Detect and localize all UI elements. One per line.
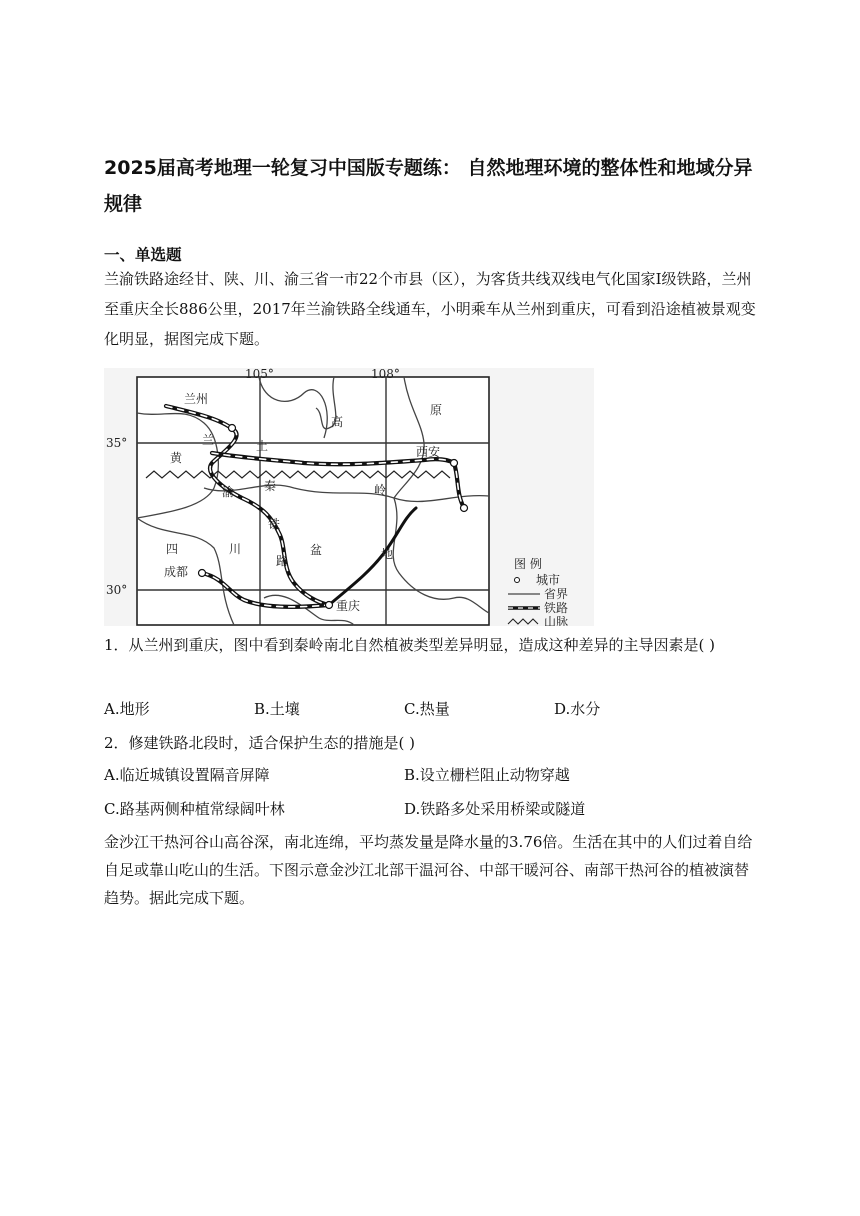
railway-label: 铁 [268, 517, 281, 531]
option-a[interactable]: A.临近城镇设置隔音屏障 [104, 766, 270, 784]
option-b[interactable]: B.设立栅栏阻止动物穿越 [404, 766, 570, 784]
legend-item: 省界 [544, 587, 569, 601]
city-marker [451, 460, 458, 467]
region-label: 岭 [374, 483, 387, 497]
passage-lanyu-railway: 兰渝铁路途经甘、陕、川、渝三省一市22个市县（区），为客货共线双线电气化国家I级铁路，兰州至重庆全长886公里，2017年兰渝铁路全线通车，小明乘车从兰州到重庆，可看到沿途植被景观变化明显，据图完成下题。 [104, 270, 756, 348]
lat-label: 35° [106, 436, 128, 450]
lanyu-railway-map [104, 368, 594, 626]
region-label: 黄 [170, 451, 183, 465]
city-marker [326, 602, 333, 609]
option-d[interactable]: D.铁路多处采用桥梁或隧道 [404, 800, 586, 818]
region-label: 盆 [310, 543, 323, 557]
map-figure [104, 368, 594, 626]
legend-item: 铁路 [544, 601, 569, 615]
legend-city-symbol [515, 578, 520, 583]
question-2-stem: 2．修建铁路北段时，适合保护生态的措施是( ) [104, 734, 416, 752]
question-1-stem: 1．从兰州到重庆，图中看到秦岭南北自然植被类型差异明显，造成这种差异的主导因素是( ) [104, 636, 716, 654]
city-marker [229, 425, 236, 432]
option-b[interactable]: B.土壤 [254, 700, 300, 718]
passage-jinsha-river: 金沙江干热河谷山高谷深，南北连绵，平均蒸发量是降水量的3.76倍。生活在其中的人们过着自给自足或靠山吃山的生活。下图示意金沙江北部干温河谷、中部干暖河谷、南部干热河谷的植被演替趋势。据此完成下题。 [104, 833, 753, 907]
region-label: 川 [229, 542, 242, 556]
legend-item: 山脉 [544, 615, 569, 626]
page-title: 2025届高考地理一轮复习中国版专题练： 自然地理环境的整体性和地域分异规律 [104, 157, 753, 215]
question-1-options [104, 696, 764, 722]
lat-label: 30° [106, 583, 128, 597]
railway-label: 渝 [222, 485, 235, 499]
lon-label: 108° [371, 368, 400, 381]
city-label: 重庆 [336, 599, 361, 613]
option-a[interactable]: A.地形 [104, 700, 150, 718]
region-label: 土 [256, 439, 269, 453]
region-label: 地 [381, 547, 394, 561]
legend-title: 图 例 [514, 557, 542, 571]
region-label: 秦 [264, 479, 277, 493]
city-label: 成都 [164, 565, 189, 579]
city-label: 兰州 [184, 392, 209, 406]
region-label: 原 [430, 403, 443, 417]
option-c[interactable]: C.路基两侧种植常绿阔叶林 [104, 800, 285, 818]
option-c[interactable]: C.热量 [404, 700, 450, 718]
question-2-options-row1 [104, 762, 764, 788]
region-label: 高 [331, 415, 344, 429]
railway-label: 路 [276, 554, 289, 568]
legend-item: 城市 [536, 573, 561, 587]
railway-label: 兰 [202, 433, 215, 447]
option-d[interactable]: D.水分 [554, 700, 601, 718]
city-marker [461, 505, 468, 512]
region-label: 四 [166, 542, 179, 556]
section-heading: 一、单选题 [104, 246, 182, 264]
question-2-options-row2 [104, 796, 764, 822]
lon-label: 105° [245, 368, 274, 381]
city-marker [199, 570, 206, 577]
city-label: 西安 [416, 445, 441, 459]
